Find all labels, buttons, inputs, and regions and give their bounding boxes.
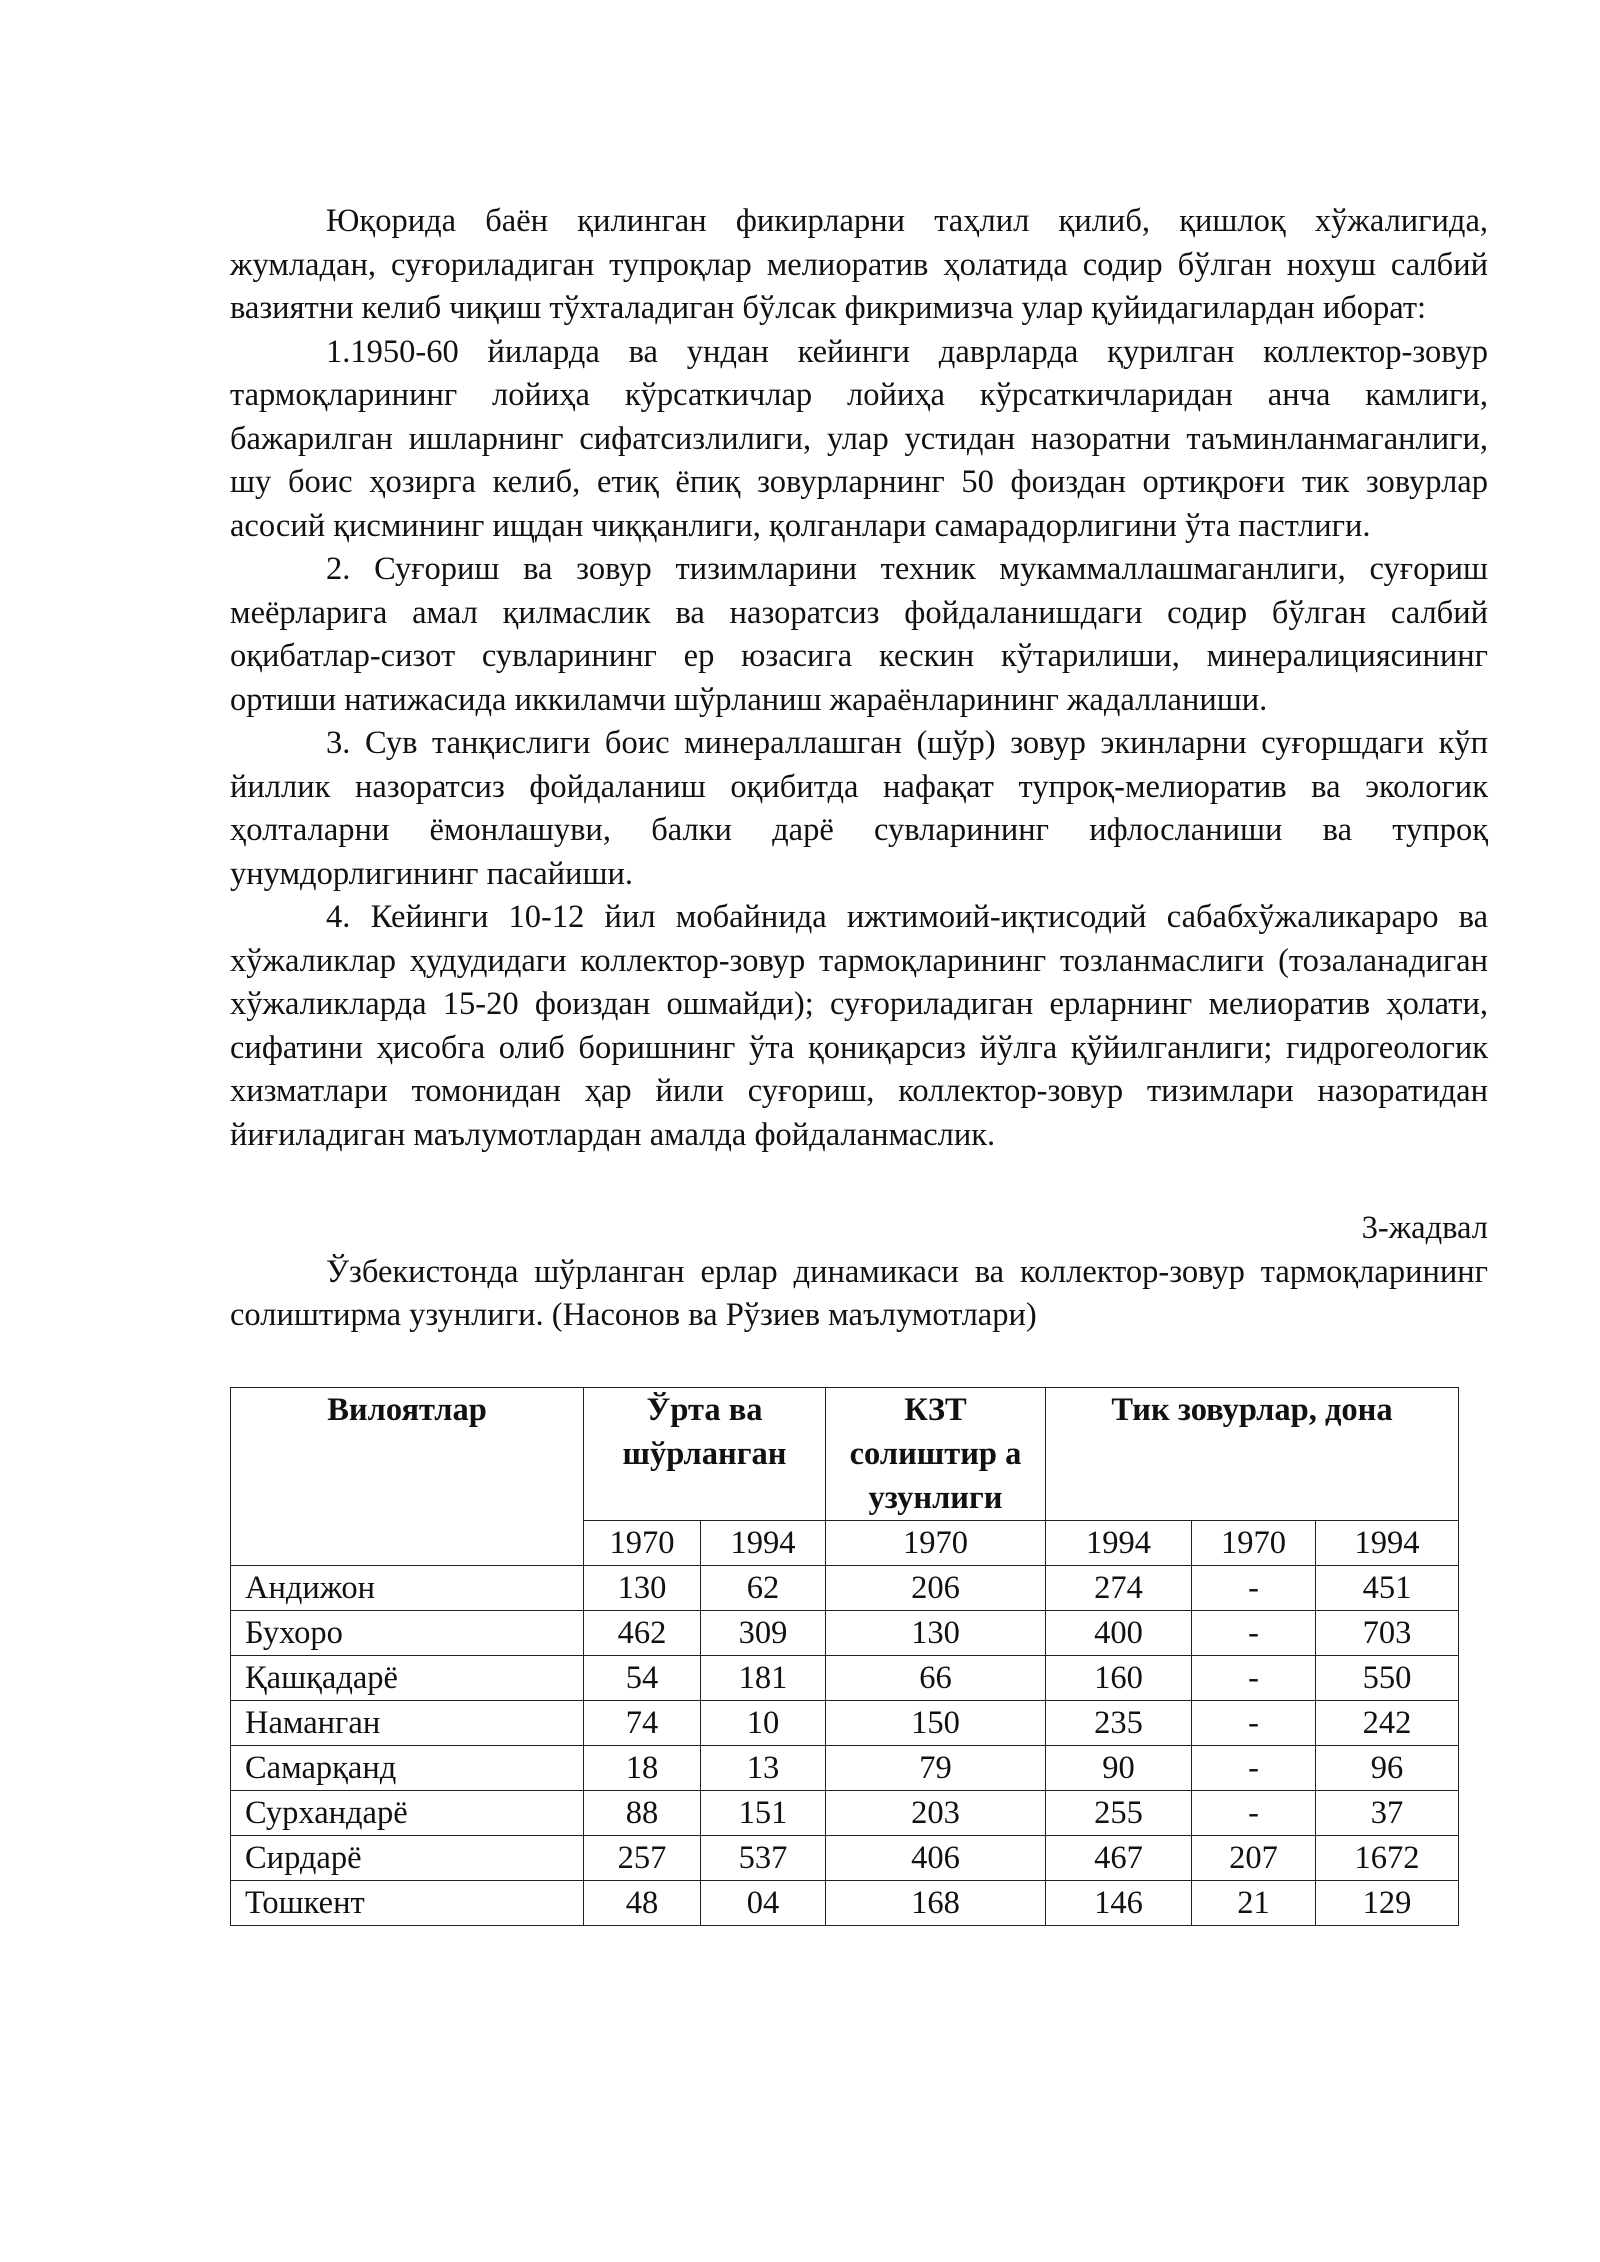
value-cell: 88 [584,1790,701,1835]
table-row [231,1790,1459,1835]
header-region: Вилоятлар [231,1387,584,1565]
table-row [231,1565,1459,1610]
table-row [231,1880,1459,1925]
value-cell: 462 [584,1610,701,1655]
year-cell: 1994 [701,1520,826,1565]
value-cell: 206 [826,1565,1046,1610]
value-cell: 18 [584,1745,701,1790]
value-cell: 96 [1316,1745,1459,1790]
value-cell: 235 [1046,1700,1192,1745]
value-cell: 10 [701,1700,826,1745]
value-cell: 400 [1046,1610,1192,1655]
value-cell: 54 [584,1655,701,1700]
value-cell: 90 [1046,1745,1192,1790]
value-cell: 160 [1046,1655,1192,1700]
value-cell: 168 [826,1880,1046,1925]
year-cell: 1970 [1192,1520,1316,1565]
value-cell: 703 [1316,1610,1459,1655]
value-cell: 150 [826,1700,1046,1745]
value-cell: 203 [826,1790,1046,1835]
list-item-4: 4. Кейинги 10-12 йил мобайнида ижтимоий-иқтисодий сабабхўжаликараро ва хўжаликлар ҳудудидаги коллектор-зовур тармоқларининг тозланмаслиги (тозаланадиган хўжаликларда 15-20 фоиздан ошмайди); суғориладиган ерларнинг мелиоратив ҳолати, сифатини ҳисобга олиб боришнинг ўта қониқарсиз йўлга қўйилганлиги; гидрогеологик хизматлари томонидан ҳар йили суғориш, коллектор-зовур тизимлари назоратидан йиғиладиган маълумотлардан амалда фойдаланмаслик. [230,899,1488,1153]
region-cell: Наманган [231,1700,584,1745]
list-item-3: 3. Сув танқислиги боис минераллашган (шўр) зовур экинларни суғоршдаги кўп йиллик назоратсиз фойдаланиш оқибитда нафақат тупроқ-мелиоратив ва экологик ҳолталарни ёмонлашуви, балки дарё сувларининг ифлосланиши ва тупроқ унумдорлигининг пасайиши. [230,725,1488,892]
value-cell: 242 [1316,1700,1459,1745]
value-cell: 255 [1046,1790,1192,1835]
value-cell: 406 [826,1835,1046,1880]
table-number: 3-жадвал [1361,1210,1488,1246]
region-cell: Андижон [231,1565,584,1610]
list-item-1: 1.1950-60 йиларда ва ундан кейинги даврларда қурилган коллектор-зовур тармоқларининг лойиҳа кўрсаткичлар лойиҳа кўрсаткичларидан анча камлиги, бажарилган ишларнинг сифатсизлилиги, улар устидан назоратни таъминланмаганлиги, шу боис ҳозирга келиб, етиқ ёпиқ зовурларнинг 50 фоиздан ортиқроғи тик зовурлар асосий қисмининг ищдан чиққанлиги, қолганлари самарадорлигини ўта пастлиги. [230,333,1488,544]
value-cell: 467 [1046,1835,1192,1880]
table-caption: Ўзбекистонда шўрланган ерлар динамикаси ва коллектор-зовур тармоқларининг солиштирма узунлиги. (Насонов ва Рўзиев маълумотлари) [230,1253,1488,1333]
region-cell: Сирдарё [231,1835,584,1880]
year-cell: 1994 [1046,1520,1192,1565]
value-cell: 04 [701,1880,826,1925]
table-row [231,1835,1459,1880]
region-cell: Самарқанд [231,1745,584,1790]
value-cell: 48 [584,1880,701,1925]
year-cell: 1970 [584,1520,701,1565]
value-cell: 130 [584,1565,701,1610]
table-row [231,1745,1459,1790]
value-cell: - [1192,1745,1316,1790]
region-cell: Бухоро [231,1610,584,1655]
value-cell: 13 [701,1745,826,1790]
value-cell: 146 [1046,1880,1192,1925]
value-cell: - [1192,1565,1316,1610]
table-header-row [231,1387,1459,1520]
header-saline: Ўрта ва шўрланган [584,1387,826,1520]
value-cell: 74 [584,1700,701,1745]
document-page [230,200,1488,1926]
value-cell: - [1192,1700,1316,1745]
value-cell: 21 [1192,1880,1316,1925]
year-cell: 1994 [1316,1520,1459,1565]
table-row [231,1610,1459,1655]
value-cell: - [1192,1790,1316,1835]
value-cell: 451 [1316,1565,1459,1610]
value-cell: 309 [701,1610,826,1655]
value-cell: - [1192,1655,1316,1700]
value-cell: 537 [701,1835,826,1880]
saline-lands-table [230,1387,1459,1926]
header-kzt: КЗТ солиштир а узунлиги [826,1387,1046,1520]
value-cell: 37 [1316,1790,1459,1835]
value-cell: - [1192,1610,1316,1655]
region-cell: Тошкент [231,1880,584,1925]
value-cell: 257 [584,1835,701,1880]
region-cell: Сурхандарё [231,1790,584,1835]
value-cell: 62 [701,1565,826,1610]
region-cell: Қашқадарё [231,1655,584,1700]
value-cell: 550 [1316,1655,1459,1700]
table-row [231,1700,1459,1745]
table-row [231,1655,1459,1700]
intro-paragraph: Юқорида баён қилинган фикирларни таҳлил қилиб, қишлоқ хўжалигида, жумладан, суғориладиган тупроқлар мелиоратив ҳолатида содир бўлган нохуш салбий вазиятни келиб чиқиш тўхталадиган бўлсак фикримизча улар қуйидагилардан иборат: [230,203,1488,326]
value-cell: 207 [1192,1835,1316,1880]
value-cell: 130 [826,1610,1046,1655]
year-cell: 1970 [826,1520,1046,1565]
header-vertical-drains: Тик зовурлар, дона [1046,1387,1459,1520]
list-item-2: 2. Суғориш ва зовур тизимларини техник мукаммаллашмаганлиги, суғориш меёрларига амал қилмаслик ва назоратсиз фойдаланишдаги содир бўлган салбий оқибатлар-сизот сувларининг ер юзасига кескин кўтарилиши, минералициясининг ортиши натижасида иккиламчи шўрланиш жараёнларининг жадалланиши. [230,551,1488,718]
value-cell: 151 [701,1790,826,1835]
value-cell: 66 [826,1655,1046,1700]
value-cell: 129 [1316,1880,1459,1925]
value-cell: 274 [1046,1565,1192,1610]
value-cell: 79 [826,1745,1046,1790]
value-cell: 181 [701,1655,826,1700]
value-cell: 1672 [1316,1835,1459,1880]
